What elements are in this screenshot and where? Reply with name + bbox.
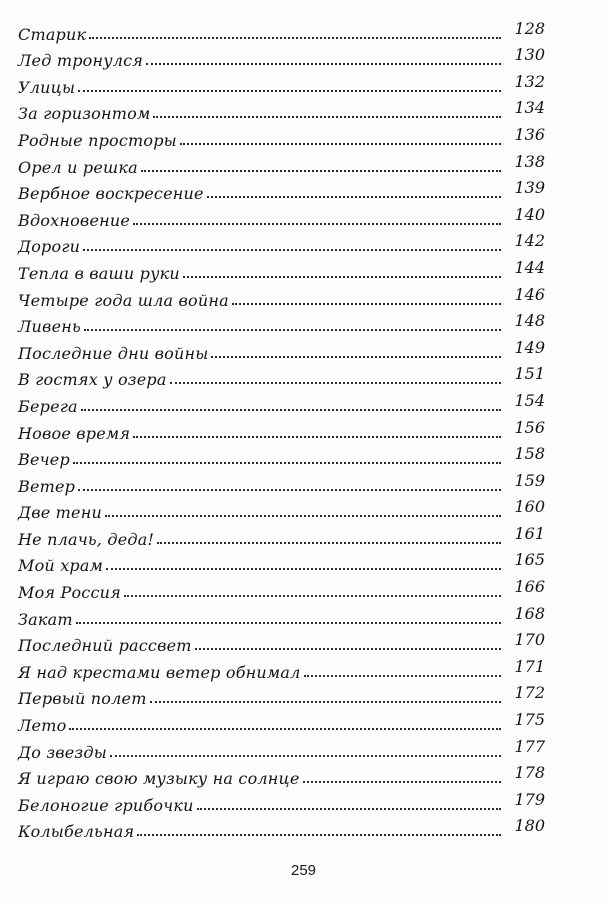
dot-leader [78, 90, 501, 92]
toc-entry [18, 309, 545, 336]
dot-leader [146, 63, 501, 65]
dot-leader [105, 515, 501, 517]
toc-entry [18, 574, 545, 601]
toc-entry [18, 16, 545, 43]
toc-entry [18, 282, 545, 309]
dot-leader [197, 808, 501, 810]
toc-entry [18, 654, 545, 681]
toc-entry-page: 158 [514, 444, 545, 464]
dot-leader [157, 542, 501, 544]
dot-leader [83, 249, 501, 251]
toc-entry-page: 177 [514, 736, 545, 756]
toc-entry-page: 139 [514, 178, 545, 198]
toc-entry [18, 495, 545, 522]
toc-entry [18, 415, 545, 442]
toc-entry-page: 166 [514, 577, 545, 597]
toc-entry [18, 601, 545, 628]
toc-entry-page: 179 [514, 789, 545, 809]
dot-leader [232, 303, 501, 305]
toc-entry-title: Белоногие грибочки [18, 795, 194, 815]
toc-entry-title: В гостях у озера [18, 370, 167, 390]
toc-entry-page: 168 [514, 603, 545, 623]
dot-leader [304, 675, 502, 677]
dot-leader [81, 409, 501, 411]
toc-entry-page: 138 [514, 151, 545, 171]
toc-entry-title: Лед тронулся [18, 51, 144, 71]
toc-entry-page: 134 [514, 98, 545, 118]
toc-entry-page: 175 [514, 710, 545, 730]
toc-entry-page: 136 [514, 124, 545, 144]
toc-entry-page: 161 [514, 523, 545, 543]
toc-entry [18, 548, 545, 575]
page-number: 259 [290, 862, 317, 879]
dot-leader [73, 462, 501, 464]
table-of-contents [18, 16, 545, 840]
toc-entry-title: Улицы [18, 77, 76, 97]
dot-leader [133, 436, 501, 438]
toc-entry [18, 96, 545, 123]
dot-leader [137, 834, 501, 836]
dot-leader [207, 196, 501, 198]
toc-entry-page: 170 [514, 630, 545, 650]
toc-entry [18, 442, 545, 469]
toc-entry [18, 707, 545, 734]
dot-leader [183, 276, 501, 278]
toc-entry [18, 176, 545, 203]
toc-entry [18, 388, 545, 415]
toc-entry-title: Я над крестами ветер обнимал [18, 662, 301, 682]
toc-entry-page: 151 [514, 364, 545, 384]
dot-leader [195, 648, 501, 650]
toc-entry-title: Колыбельная [18, 822, 135, 842]
toc-entry-page: 172 [514, 683, 545, 703]
toc-entry [18, 255, 545, 282]
toc-entry-title: Не плачь, деда! [18, 529, 155, 549]
toc-entry-title: Вечер [18, 450, 70, 470]
toc-entry-title: Орел и решка [18, 157, 138, 177]
toc-entry-page: 156 [514, 417, 545, 437]
toc-entry-title: Моя Россия [18, 583, 121, 603]
dot-leader [180, 143, 501, 145]
toc-entry-title: Берега [18, 396, 78, 416]
dot-leader [170, 382, 501, 384]
dot-leader [89, 37, 501, 39]
toc-entry-page: 159 [514, 470, 545, 490]
toc-entry-page: 171 [514, 656, 545, 676]
toc-entry [18, 628, 545, 655]
toc-entry-title: Родные просторы [18, 130, 177, 150]
dot-leader [69, 728, 501, 730]
toc-entry [18, 468, 545, 495]
toc-entry-title: Лето [18, 716, 67, 736]
dot-leader [133, 223, 501, 225]
toc-entry-page: 142 [514, 231, 545, 251]
dot-leader [303, 781, 501, 783]
toc-entry [18, 814, 545, 841]
toc-entry-title: За горизонтом [18, 104, 151, 124]
toc-entry-page: 130 [514, 45, 545, 65]
toc-entry [18, 122, 545, 149]
toc-entry [18, 787, 545, 814]
toc-entry [18, 229, 545, 256]
toc-entry-title: Тепла в ваши руки [18, 263, 180, 283]
dot-leader [106, 568, 501, 570]
toc-entry-page: 160 [514, 497, 545, 517]
dot-leader [76, 622, 501, 624]
toc-entry-page: 146 [514, 284, 545, 304]
toc-entry-page: 180 [514, 816, 545, 836]
toc-entry-title: Последние дни войны [18, 343, 209, 363]
dot-leader [153, 116, 501, 118]
toc-entry-page: 132 [514, 71, 545, 91]
toc-entry-page: 149 [514, 337, 545, 357]
toc-entry-title: Мой храм [18, 556, 104, 576]
toc-entry-title: Вербное воскресение [18, 184, 204, 204]
toc-entry-title: Ливень [18, 317, 81, 337]
toc-entry-title: Ветер [18, 476, 76, 496]
toc-entry [18, 43, 545, 70]
dot-leader [84, 329, 501, 331]
dot-leader [150, 701, 501, 703]
toc-entry [18, 362, 545, 389]
toc-entry-page: 148 [514, 311, 545, 331]
toc-entry-title: Четыре года шла война [18, 290, 229, 310]
toc-entry [18, 681, 545, 708]
dot-leader [211, 356, 501, 358]
toc-entry-page: 154 [514, 390, 545, 410]
toc-entry-title: Закат [18, 609, 73, 629]
toc-entry [18, 521, 545, 548]
toc-entry [18, 335, 545, 362]
toc-entry-page: 128 [514, 18, 545, 38]
dot-leader [141, 170, 501, 172]
dot-leader [124, 595, 501, 597]
dot-leader [110, 755, 501, 757]
toc-entry-title: Вдохновение [18, 210, 131, 230]
toc-entry-title: Первый полет [18, 689, 147, 709]
toc-entry-title: Старик [18, 24, 87, 44]
toc-entry-page: 144 [514, 257, 545, 277]
toc-entry-page: 165 [514, 550, 545, 570]
toc-entry [18, 69, 545, 96]
toc-entry-page: 178 [514, 763, 545, 783]
dot-leader [78, 489, 501, 491]
toc-entry-title: Две тени [18, 503, 102, 523]
toc-entry-title: Дороги [18, 237, 81, 257]
toc-entry-title: Я играю свою музыку на солнце [18, 769, 300, 789]
toc-entry-page: 140 [514, 204, 545, 224]
toc-entry [18, 149, 545, 176]
toc-entry [18, 734, 545, 761]
toc-entry-title: Последний рассвет [18, 636, 192, 656]
toc-entry-title: До звезды [18, 742, 107, 762]
toc-entry [18, 761, 545, 788]
toc-entry-title: Новое время [18, 423, 131, 443]
toc-entry [18, 202, 545, 229]
